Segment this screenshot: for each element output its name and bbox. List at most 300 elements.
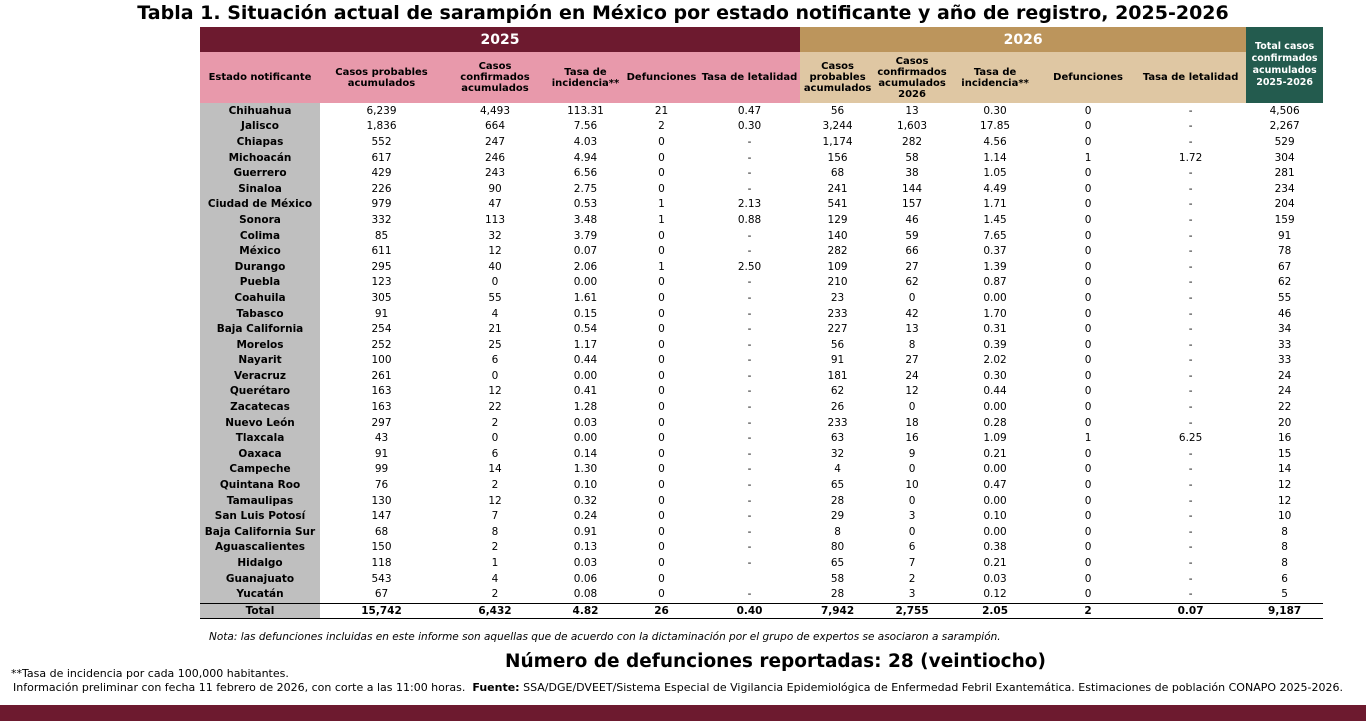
probable-cases-2026-header: Casos probables acumulados: [800, 52, 875, 103]
value-cell: 91: [1277, 229, 1292, 242]
value-cell: 0.03: [573, 416, 598, 429]
value-cell: 65: [830, 479, 845, 492]
state-cell: Chiapas: [200, 135, 320, 151]
value-cell: 14: [488, 463, 502, 476]
value-cell: 0: [1084, 572, 1092, 585]
value-cell: 332: [371, 213, 392, 226]
value-cell: -: [747, 135, 752, 148]
state-cell: Jalisco: [200, 119, 320, 135]
value-cell: 0: [1084, 245, 1092, 258]
value-cell: 163: [371, 401, 392, 414]
value-cell: 25: [488, 338, 502, 351]
value-cell: 0.00: [983, 463, 1007, 476]
table-row: [200, 353, 1323, 369]
value-cell: 20: [1277, 416, 1292, 429]
value-cell: -: [747, 369, 752, 382]
value-cell: 4: [491, 307, 499, 320]
value-cell: 3: [908, 510, 916, 523]
value-cell: 1.14: [983, 151, 1007, 164]
value-cell: 7,942: [800, 603, 875, 618]
value-cell: 0: [658, 323, 665, 336]
value-cell: 0.87: [983, 276, 1007, 289]
value-cell: 33: [1277, 354, 1292, 367]
value-cell: -: [1188, 291, 1193, 304]
value-cell: 113.31: [567, 104, 604, 117]
value-cell: 0: [1084, 369, 1092, 382]
value-cell: 0.30: [983, 104, 1007, 117]
state-cell: Morelos: [200, 337, 320, 353]
value-cell: 7.56: [573, 120, 598, 133]
value-cell: 0: [658, 588, 665, 601]
value-cell: -: [747, 479, 752, 492]
value-cell: 1.45: [983, 213, 1007, 226]
table-row: [200, 415, 1323, 431]
value-cell: 13: [905, 104, 919, 117]
value-cell: 2: [491, 416, 499, 429]
value-cell: 16: [1277, 432, 1292, 445]
value-cell: 159: [1274, 213, 1295, 226]
value-cell: -: [1188, 182, 1193, 195]
value-cell: 0.10: [573, 479, 598, 492]
value-cell: 1.72: [1178, 151, 1203, 164]
value-cell: -: [1188, 510, 1193, 523]
value-cell: 0: [491, 432, 499, 445]
source-text: SSA/DGE/DVEET/Sistema Especial de Vigilancia Epidemiológica de Enfermedad Febril Exantemática. Estimaciones de población CONAPO 2025-2026.: [523, 681, 1343, 694]
value-cell: 2,755: [875, 603, 949, 618]
value-cell: 0.28: [983, 416, 1007, 429]
value-cell: [699, 571, 800, 587]
value-cell: -: [1188, 307, 1193, 320]
value-cell: 150: [371, 541, 392, 554]
value-cell: 0: [1084, 447, 1092, 460]
value-cell: -: [747, 416, 752, 429]
value-cell: 4.82: [547, 603, 624, 618]
state-cell: Durango: [200, 259, 320, 275]
table-row: [200, 431, 1323, 447]
value-cell: 0.00: [983, 525, 1007, 538]
table-row: [200, 525, 1323, 541]
table-row: [200, 213, 1323, 229]
value-cell: -: [1188, 557, 1193, 570]
value-cell: 130: [371, 494, 392, 507]
value-cell: 55: [1277, 291, 1292, 304]
value-cell: 1,174: [822, 135, 853, 148]
value-cell: 68: [830, 167, 845, 180]
value-cell: -: [1188, 463, 1193, 476]
state-cell: Puebla: [200, 275, 320, 291]
value-cell: 297: [371, 416, 392, 429]
state-cell: Tamaulipas: [200, 493, 320, 509]
value-cell: 56: [830, 104, 845, 117]
total-cases-header: Total casos confirmados acumulados 2025-2026: [1246, 27, 1323, 103]
value-cell: 0: [658, 338, 665, 351]
value-cell: 22: [1277, 401, 1292, 414]
deaths-reported: Número de defunciones reportadas: 28 (veintiocho): [505, 651, 1046, 672]
lethality-rate-2026-header: Tasa de letalidad: [1135, 52, 1246, 103]
value-cell: 123: [371, 276, 392, 289]
value-cell: 4,493: [479, 104, 511, 117]
value-cell: 0: [1084, 338, 1092, 351]
value-cell: 0.38: [983, 541, 1007, 554]
value-cell: 62: [905, 276, 919, 289]
value-cell: -: [747, 401, 752, 414]
table-row: [200, 306, 1323, 322]
value-cell: 6,239: [366, 104, 397, 117]
value-cell: 0: [908, 525, 916, 538]
value-cell: 0.24: [573, 510, 598, 523]
value-cell: 8: [1281, 541, 1288, 554]
value-cell: -: [1188, 104, 1193, 117]
value-cell: 0: [1084, 276, 1092, 289]
value-cell: 281: [1274, 167, 1295, 180]
table-row: [200, 228, 1323, 244]
state-cell: Tlaxcala: [200, 431, 320, 447]
value-cell: 0: [1084, 463, 1092, 476]
table-row: [200, 135, 1323, 151]
value-cell: -: [1188, 572, 1193, 585]
value-cell: -: [1188, 385, 1193, 398]
value-cell: 0: [1084, 479, 1092, 492]
value-cell: 0.54: [573, 323, 598, 336]
value-cell: 34: [1277, 323, 1292, 336]
table-row: [200, 556, 1323, 572]
value-cell: 0: [1084, 494, 1092, 507]
value-cell: 16: [905, 432, 919, 445]
value-cell: 2: [1041, 603, 1135, 618]
value-cell: 0: [658, 572, 665, 585]
state-header: Estado notificante: [200, 52, 320, 103]
value-cell: 0: [658, 557, 665, 570]
value-cell: -: [1188, 447, 1193, 460]
value-cell: 0: [1084, 104, 1092, 117]
value-cell: 0: [658, 276, 665, 289]
table-row: [200, 337, 1323, 353]
value-cell: 2: [491, 479, 499, 492]
value-cell: 979: [371, 198, 392, 211]
value-cell: 0: [1084, 260, 1092, 273]
value-cell: 9,187: [1246, 603, 1323, 618]
state-cell: Baja California Sur: [200, 525, 320, 541]
value-cell: 0.15: [573, 307, 598, 320]
value-cell: 1.61: [573, 291, 598, 304]
state-cell: Hidalgo: [200, 556, 320, 572]
value-cell: 611: [371, 245, 392, 258]
value-cell: -: [747, 525, 752, 538]
state-cell: San Luis Potosí: [200, 509, 320, 525]
value-cell: 1.71: [983, 198, 1007, 211]
value-cell: 3: [908, 588, 916, 601]
table-row: [200, 571, 1323, 587]
value-cell: -: [747, 307, 752, 320]
value-cell: 0.47: [983, 479, 1007, 492]
value-cell: 304: [1274, 151, 1295, 164]
value-cell: 0.13: [573, 541, 598, 554]
value-cell: 8: [908, 338, 916, 351]
value-cell: 1,836: [366, 120, 397, 133]
value-cell: 59: [905, 229, 919, 242]
incidence-rate-2026-header: Tasa de incidencia**: [949, 52, 1041, 103]
value-cell: 541: [827, 198, 848, 211]
confirmed-cases-2026-header: Casos confirmados acumulados 2026: [875, 52, 949, 103]
value-cell: 6: [491, 354, 499, 367]
value-cell: 24: [1277, 385, 1292, 398]
value-cell: 0: [1084, 354, 1092, 367]
value-cell: 7: [491, 510, 499, 523]
value-cell: 0: [1084, 588, 1092, 601]
value-cell: 15: [1277, 447, 1292, 460]
value-cell: 14: [1277, 463, 1292, 476]
value-cell: -: [747, 354, 752, 367]
value-cell: 65: [830, 557, 845, 570]
value-cell: 80: [830, 541, 845, 554]
value-cell: 144: [902, 182, 923, 195]
value-cell: 157: [902, 198, 923, 211]
value-cell: 55: [488, 291, 502, 304]
source-label: Fuente:: [472, 681, 520, 694]
value-cell: 156: [827, 151, 848, 164]
value-cell: 2,267: [1269, 120, 1300, 133]
value-cell: 0: [1084, 120, 1092, 133]
value-cell: 2: [491, 588, 499, 601]
value-cell: -: [747, 229, 752, 242]
value-cell: 62: [830, 385, 845, 398]
value-cell: -: [1188, 541, 1193, 554]
table-title: Tabla 1. Situación actual de sarampión en México por estado notificante y año de registro, 2025-2026: [137, 2, 1229, 24]
value-cell: 5: [1281, 588, 1288, 601]
state-cell: Total: [200, 603, 320, 618]
value-cell: -: [747, 245, 752, 258]
value-cell: 15,742: [320, 603, 443, 618]
value-cell: 12: [488, 245, 502, 258]
value-cell: 17.85: [980, 120, 1011, 133]
value-cell: 0: [1084, 323, 1092, 336]
value-cell: 38: [905, 167, 919, 180]
value-cell: 543: [371, 572, 392, 585]
value-cell: -: [747, 588, 752, 601]
value-cell: -: [747, 167, 752, 180]
table-row: [200, 322, 1323, 338]
value-cell: 254: [371, 323, 392, 336]
value-cell: 529: [1274, 135, 1295, 148]
value-cell: 32: [488, 229, 502, 242]
table-row: [200, 181, 1323, 197]
total-row: [200, 603, 1323, 618]
value-cell: 429: [371, 167, 392, 180]
value-cell: 12: [1277, 494, 1292, 507]
value-cell: 0: [1084, 229, 1092, 242]
value-cell: -: [1188, 369, 1193, 382]
value-cell: 118: [371, 557, 392, 570]
value-cell: 0.00: [983, 401, 1007, 414]
value-cell: 0: [491, 276, 499, 289]
value-cell: 0.07: [573, 245, 598, 258]
state-cell: México: [200, 244, 320, 260]
value-cell: 56: [830, 338, 845, 351]
state-cell: Zacatecas: [200, 400, 320, 416]
value-cell: -: [747, 494, 752, 507]
value-cell: 0.07: [1135, 603, 1246, 618]
value-cell: 21: [654, 104, 669, 117]
table-row: [200, 291, 1323, 307]
state-cell: Guanajuato: [200, 571, 320, 587]
value-cell: 0.44: [573, 354, 598, 367]
state-cell: Michoacán: [200, 150, 320, 166]
value-cell: 163: [371, 385, 392, 398]
value-cell: 46: [905, 213, 919, 226]
value-cell: 4,506: [1269, 104, 1300, 117]
state-cell: Campeche: [200, 462, 320, 478]
state-cell: Nuevo León: [200, 415, 320, 431]
value-cell: 32: [830, 447, 845, 460]
value-cell: 0: [658, 151, 665, 164]
value-cell: 99: [374, 463, 389, 476]
value-cell: 1.17: [573, 338, 598, 351]
value-cell: 0.37: [983, 245, 1007, 258]
value-cell: 129: [827, 213, 848, 226]
value-cell: 47: [488, 198, 502, 211]
value-cell: 8: [834, 525, 841, 538]
value-cell: 2: [908, 572, 916, 585]
value-cell: 68: [374, 525, 389, 538]
value-cell: 0.44: [983, 385, 1007, 398]
value-cell: 261: [371, 369, 392, 382]
value-cell: 1,603: [897, 120, 928, 133]
value-cell: 24: [1277, 369, 1292, 382]
value-cell: 0: [1084, 510, 1092, 523]
value-cell: -: [747, 510, 752, 523]
table-row: [200, 244, 1323, 260]
value-cell: 27: [905, 354, 919, 367]
value-cell: 28: [830, 588, 845, 601]
value-cell: 204: [1274, 198, 1295, 211]
value-cell: 12: [488, 385, 502, 398]
value-cell: 0: [658, 182, 665, 195]
value-cell: 0.10: [983, 510, 1007, 523]
value-cell: 0: [908, 494, 916, 507]
value-cell: 43: [374, 432, 389, 445]
value-cell: 664: [484, 120, 506, 133]
value-cell: 0: [1084, 167, 1092, 180]
value-cell: 0.14: [573, 447, 598, 460]
value-cell: 6,432: [443, 603, 547, 618]
measles-table: [200, 27, 1323, 619]
value-cell: 243: [484, 167, 506, 180]
value-cell: 40: [488, 260, 502, 273]
value-cell: 1.28: [573, 401, 598, 414]
value-cell: 234: [1274, 182, 1295, 195]
value-cell: 0.00: [983, 291, 1007, 304]
value-cell: -: [747, 541, 752, 554]
value-cell: -: [1188, 120, 1193, 133]
value-cell: 91: [374, 447, 389, 460]
probable-cases-2025-header: Casos probables acumulados: [320, 52, 443, 103]
footer-bar: [0, 705, 1366, 721]
value-cell: 0.91: [573, 525, 598, 538]
source-line: [13, 681, 1343, 694]
value-cell: 0: [658, 416, 665, 429]
value-cell: 0: [1084, 401, 1092, 414]
table-row: [200, 400, 1323, 416]
state-cell: Sonora: [200, 213, 320, 229]
value-cell: 10: [1277, 510, 1292, 523]
value-cell: 0: [1084, 198, 1092, 211]
value-cell: -: [1188, 494, 1193, 507]
value-cell: 13: [905, 323, 919, 336]
value-cell: 0.00: [573, 276, 598, 289]
value-cell: 0: [658, 167, 665, 180]
value-cell: 0: [1084, 307, 1092, 320]
value-cell: -: [747, 385, 752, 398]
value-cell: 91: [830, 354, 845, 367]
value-cell: 62: [1277, 276, 1292, 289]
value-cell: 241: [827, 182, 848, 195]
state-cell: Guerrero: [200, 166, 320, 182]
value-cell: 0: [1084, 291, 1092, 304]
value-cell: 247: [484, 135, 506, 148]
value-cell: 0.00: [983, 494, 1007, 507]
value-cell: 66: [905, 245, 919, 258]
value-cell: -: [1188, 245, 1193, 258]
table-row: [200, 478, 1323, 494]
value-cell: 4.49: [983, 182, 1007, 195]
value-cell: 8: [1281, 525, 1288, 538]
value-cell: 4: [834, 463, 841, 476]
value-cell: 9: [908, 447, 916, 460]
value-cell: 6.25: [1178, 432, 1203, 445]
value-cell: 305: [371, 291, 392, 304]
value-cell: 2.06: [573, 260, 598, 273]
state-cell: Baja California: [200, 322, 320, 338]
state-cell: Sinaloa: [200, 181, 320, 197]
value-cell: 26: [830, 401, 845, 414]
value-cell: 0: [658, 525, 665, 538]
value-cell: 1: [491, 557, 499, 570]
value-cell: -: [1188, 525, 1193, 538]
state-cell: Quintana Roo: [200, 478, 320, 494]
value-cell: 1.30: [573, 463, 598, 476]
value-cell: 18: [905, 416, 919, 429]
state-cell: Aguascalientes: [200, 540, 320, 556]
value-cell: 3.48: [573, 213, 598, 226]
value-cell: 147: [371, 510, 392, 523]
value-cell: 23: [830, 291, 845, 304]
value-cell: 6: [908, 541, 916, 554]
value-cell: 0.08: [573, 588, 598, 601]
value-cell: -: [747, 432, 752, 445]
value-cell: 100: [371, 354, 392, 367]
value-cell: 27: [905, 260, 919, 273]
state-cell: Tabasco: [200, 306, 320, 322]
value-cell: 0.47: [737, 104, 762, 117]
value-cell: 140: [827, 229, 848, 242]
value-cell: 0.00: [573, 369, 598, 382]
value-cell: 2.13: [737, 198, 762, 211]
table-row: [200, 509, 1323, 525]
value-cell: 78: [1277, 245, 1292, 258]
value-cell: 0: [908, 291, 916, 304]
value-cell: -: [747, 276, 752, 289]
value-cell: 0: [658, 369, 665, 382]
table-row: [200, 150, 1323, 166]
value-cell: 252: [371, 338, 392, 351]
value-cell: -: [747, 463, 752, 476]
value-cell: 109: [827, 260, 848, 273]
value-cell: 0.06: [573, 572, 598, 585]
value-cell: 0.30: [983, 369, 1007, 382]
value-cell: 0.88: [737, 213, 762, 226]
table-row: [200, 447, 1323, 463]
deaths-2025-header: Defunciones: [624, 52, 699, 103]
